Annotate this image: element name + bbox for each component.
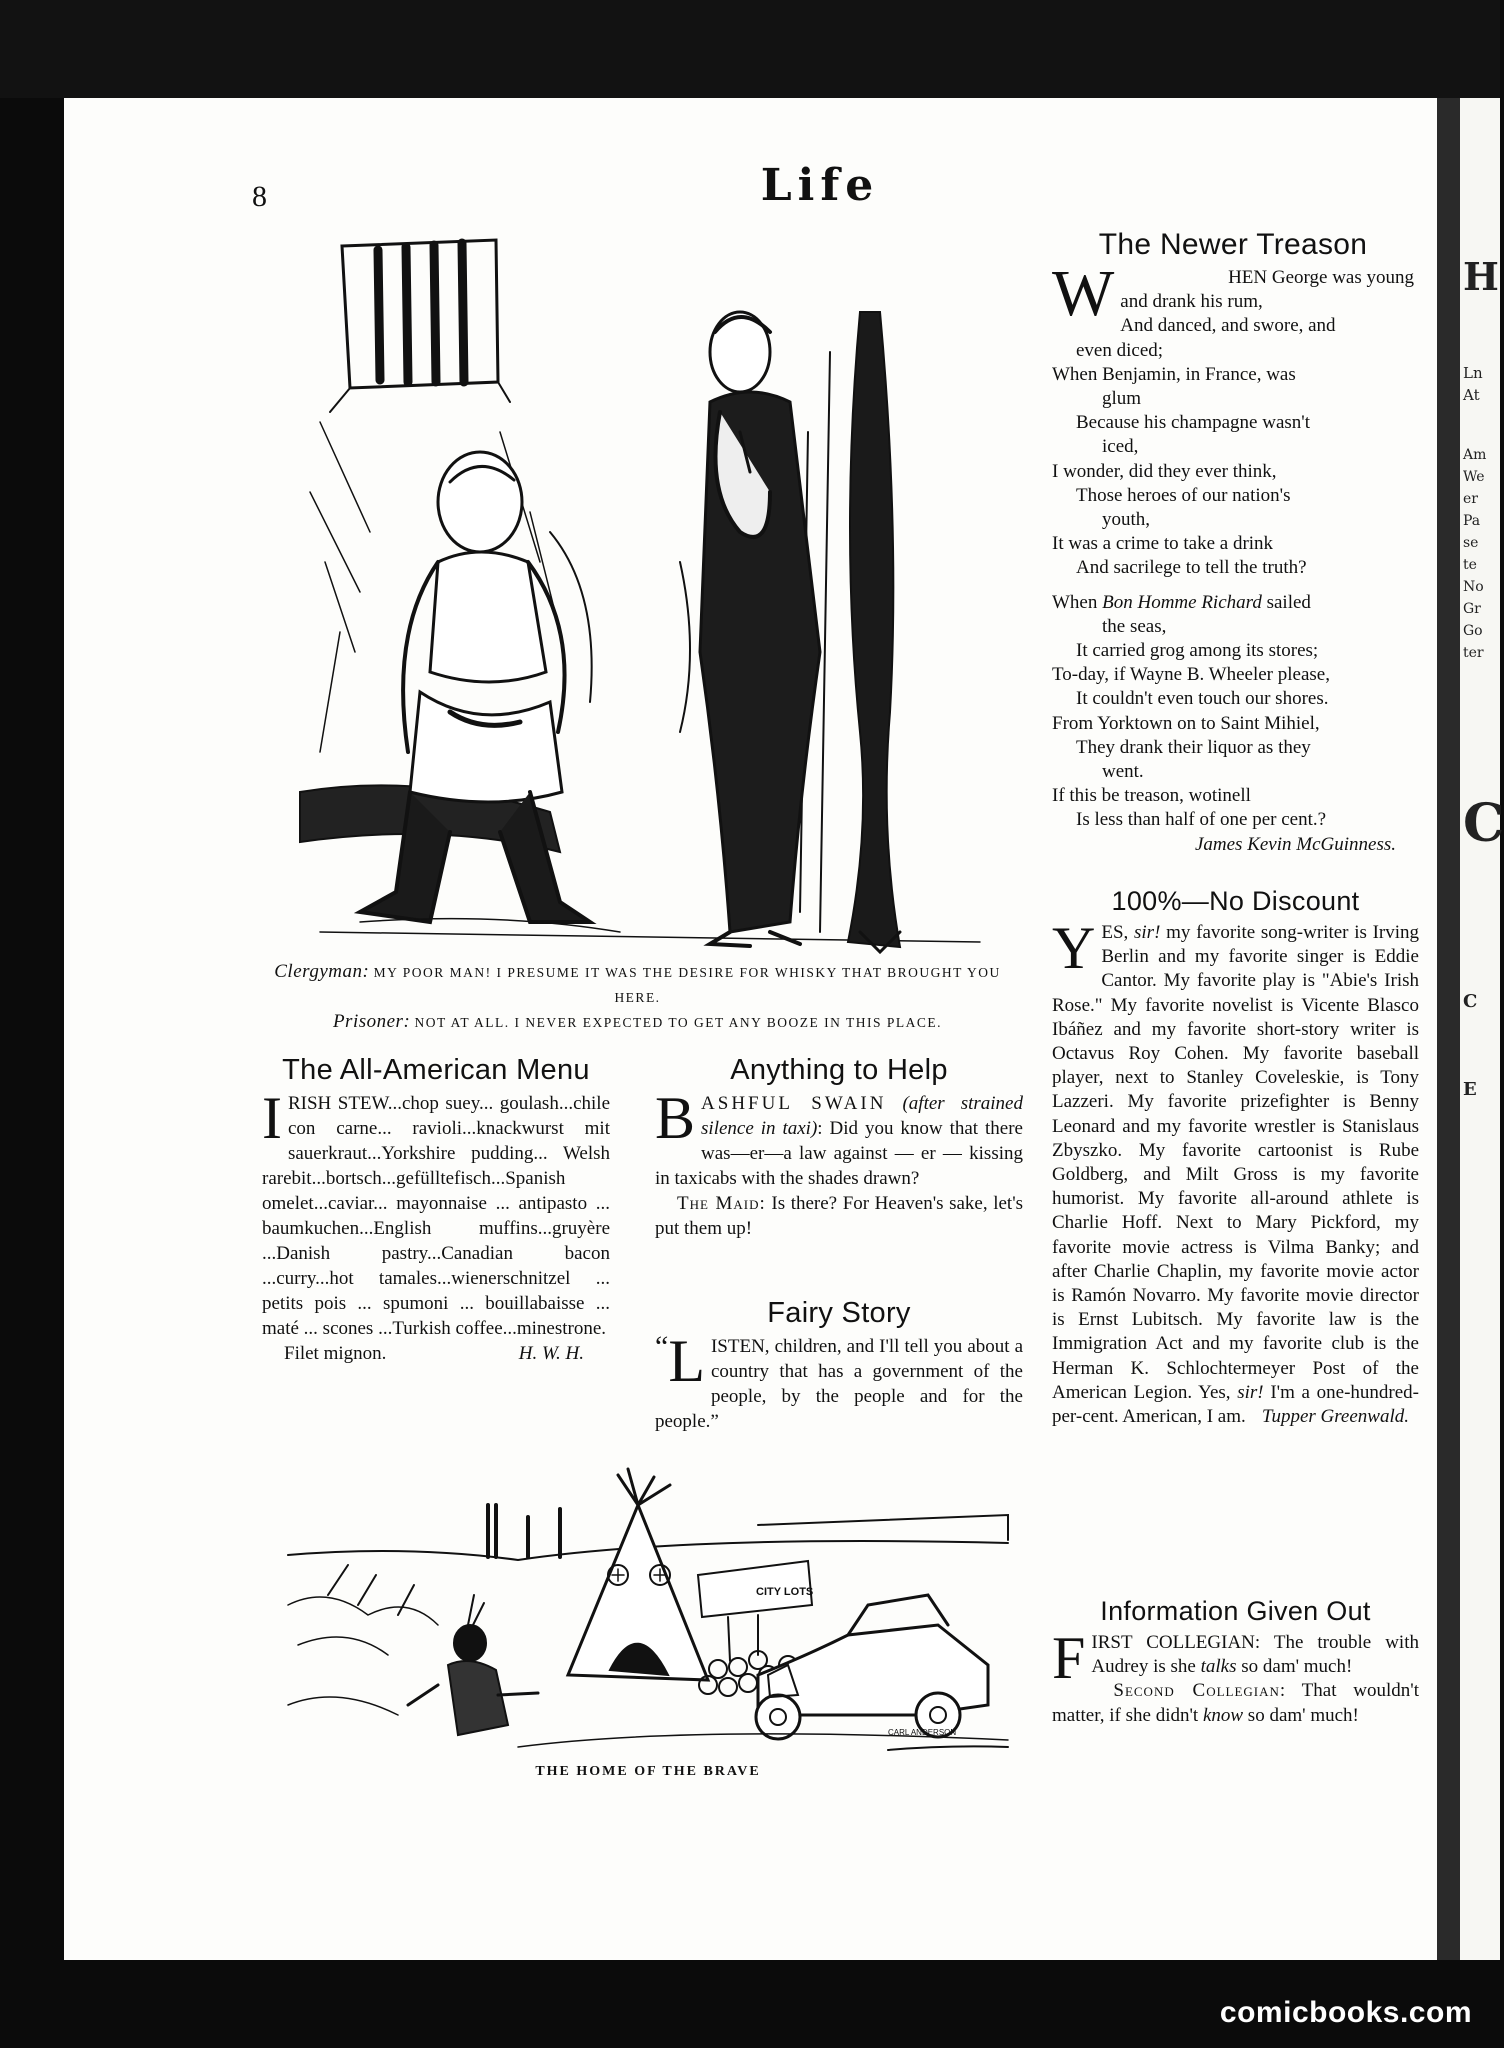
jail-cartoon-caption (250, 960, 1025, 1035)
article-title: Information Given Out (1100, 1596, 1371, 1626)
adjacent-glyph: Gr (1463, 601, 1481, 617)
poem-body (1052, 257, 1414, 857)
info-emph: know (1202, 1704, 1244, 1726)
article-no-discount (1052, 886, 1419, 1429)
article-information-given-out (1052, 1596, 1419, 1728)
poem-line: To-day, if Wayne B. Wheeler please, (1052, 664, 1330, 686)
poem-line: Because his champagne wasn't (1076, 412, 1310, 434)
article-body-p2 (1052, 1679, 1419, 1727)
discount-lead-emph: sir! (1134, 922, 1161, 943)
poem-line: HEN George was young (1228, 267, 1414, 288)
adjacent-glyph: Go (1463, 623, 1483, 639)
info-speaker: Second Collegian (1113, 1680, 1280, 1702)
poem-line: Those heroes of our nation's (1076, 484, 1291, 506)
poem-line: When Benjamin, in France, was (1052, 363, 1296, 385)
discount-end-emph: sir! (1237, 1381, 1264, 1403)
home-of-the-brave-caption: THE HOME OF THE BRAVE (535, 1764, 761, 1779)
poem-word: When (1052, 591, 1098, 613)
article-body (655, 1328, 1023, 1434)
byline: Tupper Greenwald. (1261, 1406, 1409, 1428)
poem-line: youth, (1102, 509, 1151, 531)
help-lead-note: (after strained silence in taxi) (701, 1093, 1023, 1139)
home-of-the-brave-drawing (288, 1465, 1008, 1755)
article-body (1052, 915, 1420, 1429)
poem-line: It was a crime to take a drink (1052, 533, 1274, 555)
help-lead: ASHFUL SWAIN (701, 1093, 887, 1114)
article-body (262, 1085, 610, 1341)
drop-cap: W (1052, 257, 1115, 330)
info-text: : That wouldn't matter, if she didn't (1052, 1680, 1419, 1726)
adjacent-glyph: C (1463, 793, 1504, 854)
fairy-text: ISTEN, children, and I'll tell you about a country that has a government of the people, by the people and for the people.” (655, 1336, 1023, 1432)
article-title: Fairy Story (767, 1297, 911, 1329)
adjacent-page-edge (1437, 98, 1504, 1960)
scan-border-bottom (0, 1960, 1500, 2048)
poem-line (1052, 591, 1414, 615)
adjacent-glyph: Am (1463, 447, 1487, 463)
poem-line: They drank their liquor as they (1076, 736, 1311, 758)
adjacent-glyph: Pa (1463, 513, 1481, 529)
drop-cap: F (1052, 1625, 1086, 1691)
adjacent-glyph: Ln (1463, 364, 1483, 382)
scan-border-top (0, 0, 1500, 98)
adjacent-glyph: At (1463, 386, 1480, 404)
info-text: : The trouble with Audrey is she (1091, 1632, 1419, 1678)
poem-line: I wonder, did they ever think, (1052, 460, 1277, 482)
discount-lead: ES, (1101, 922, 1129, 943)
poem-line: And sacrilege to tell the truth? (1076, 557, 1307, 579)
article-title: 100%—No Discount (1111, 886, 1360, 916)
article-body (655, 1085, 1023, 1191)
jail-cartoon-drawing (300, 232, 1020, 954)
discount-text: my favorite song-writer is Irving Berlin and my favorite singer is Eddie Cantor. My favorite play is "Abie's Irish Rose." My favorite novelist is Vicente Blasco Ibáñez and my favorite short-story writer is Octavus Roy Cohen. My favorite baseball player, next to Stanley Coveleskie, is Tony Lazzeri. My favorite prizefighter is Benny Leonard and my favorite wrestler is Stanislaus Zbyszko. My favorite cartoonist is Rube Goldberg, and Milt Gross is my favorite humorist. My favorite all-around athlete is Charlie Hoff. Next to Mary Pickford, my favorite movie actress is Vilma Banky; and after Charlie Chaplin, my favorite movie actor is Ramón Novarro. My favorite movie director is Ernst Lubitsch. My favorite law is the Immigration Act and my favorite club is the Herman K. Schlochtermeyer Post of the American Legion. Yes, (1052, 922, 1420, 1403)
watermark: comicbooks.com (1219, 1996, 1472, 2029)
article-title: The Newer Treason (1098, 228, 1368, 261)
poem-line: And danced, and swore, and (1120, 315, 1336, 337)
page-number: 8 (252, 180, 267, 213)
adjacent-page-paper (1460, 98, 1504, 1960)
article-newer-treason (1052, 228, 1414, 857)
poem-ship-name: Bon Homme Richard (1102, 591, 1262, 613)
byline: H. W. H. (518, 1343, 584, 1364)
caption-text: NOT AT ALL. I NEVER EXPECTED TO GET ANY BOOZE IN THIS PLACE. (414, 1015, 943, 1030)
drop-cap: L (668, 1328, 705, 1394)
poem-line: Is less than half of one per cent.? (1076, 809, 1327, 831)
caption-speaker: Clergyman: (274, 961, 370, 982)
open-quote: “ (655, 1330, 669, 1363)
poem-line: From Yorktown on to Saint Mihiel, (1052, 712, 1320, 734)
help-text-2: Is there? For Heaven's sake, let's put them up! (655, 1193, 1024, 1239)
page-gutter (1437, 98, 1460, 1960)
adjacent-glyph: C (1463, 991, 1478, 1012)
drop-cap: I (262, 1085, 282, 1151)
adjacent-glyph: te (1463, 557, 1477, 573)
menu-text: RISH STEW...chop suey... goulash...chile con carne... ravioli...knackwurst mit sauerkraut...Yorkshire pudding... Welsh rarebit...bortsch...gefülltefisch...Spanish omelet...caviar... mayonnaise ... antipasto ... baumkuchen...English muffins...gruyère ...Danish pastry...Canadian bacon ...curry...hot tamales...wienerschnitzel ... petits pois ... spumoni ... bouillabaisse ... maté ... scones ...Turkish coffee...minestrone. (262, 1093, 610, 1339)
drop-cap: Y (1052, 915, 1096, 981)
menu-last-line: Filet mignon. (284, 1343, 387, 1364)
cartoon-signature: CARL ANDERSON (888, 1728, 957, 1737)
poem-line: and drank his rum, (1120, 291, 1263, 313)
adjacent-glyph: H (1463, 254, 1499, 299)
poem-line: It carried grog among its stores; (1076, 640, 1319, 662)
info-lead: IRST COLLEGIAN (1091, 1632, 1255, 1653)
article-fairy-story (655, 1297, 1023, 1434)
info-text: so dam' much! (1247, 1704, 1359, 1726)
poem-line: glum (1102, 388, 1142, 410)
article-title: Anything to Help (730, 1054, 948, 1086)
poem-line: even diced; (1076, 339, 1164, 361)
poem-line: If this be treason, wotinell (1052, 785, 1251, 807)
caption-line-clergyman (250, 960, 1025, 1010)
info-emph: talks (1200, 1656, 1237, 1678)
poem-line: went. (1102, 761, 1144, 783)
masthead-logo: Life (760, 160, 880, 211)
caption-text: MY POOR MAN! I PRESUME IT WAS THE DESIRE FOR WHISKY THAT BROUGHT YOU HERE. (373, 965, 1001, 1005)
help-speaker: The Maid: (677, 1193, 766, 1214)
caption-speaker: Prisoner: (332, 1011, 411, 1032)
drop-cap: B (655, 1085, 696, 1151)
article-title: The All-American Menu (282, 1054, 590, 1086)
adjacent-glyph: ter (1463, 645, 1484, 661)
jail-cartoon (300, 232, 1020, 954)
info-text: so dam' much! (1241, 1656, 1353, 1678)
poem-line: iced, (1102, 436, 1139, 458)
adjacent-glyph: er (1463, 491, 1478, 507)
article-all-american-menu (262, 1054, 610, 1366)
poem-line: the seas, (1102, 615, 1167, 637)
caption-line-prisoner (250, 1010, 1025, 1035)
article-body-p2 (655, 1191, 1023, 1241)
cartoon-sign-text: CITY LOTS (756, 1586, 814, 1598)
poem-line: It couldn't even touch our shores. (1076, 688, 1329, 710)
home-of-the-brave-cartoon (288, 1465, 1008, 1755)
poem-opening (1052, 257, 1414, 339)
adjacent-glyph: se (1463, 535, 1479, 551)
byline: James Kevin McGuinness. (1194, 833, 1396, 855)
menu-closing (262, 1341, 610, 1366)
adjacent-glyph: No (1463, 579, 1484, 595)
poem-word: sailed (1266, 591, 1311, 613)
discount-end: I'm a one-hundred-per-cent. American, I am. (1052, 1381, 1420, 1428)
adjacent-glyph: E (1463, 1079, 1477, 1100)
help-text: : Did you know that there was—er—a law against — er — kissing in taxicabs with the shades drawn? (655, 1118, 1023, 1189)
article-anything-to-help (655, 1054, 1023, 1241)
adjacent-glyph: We (1463, 469, 1485, 485)
